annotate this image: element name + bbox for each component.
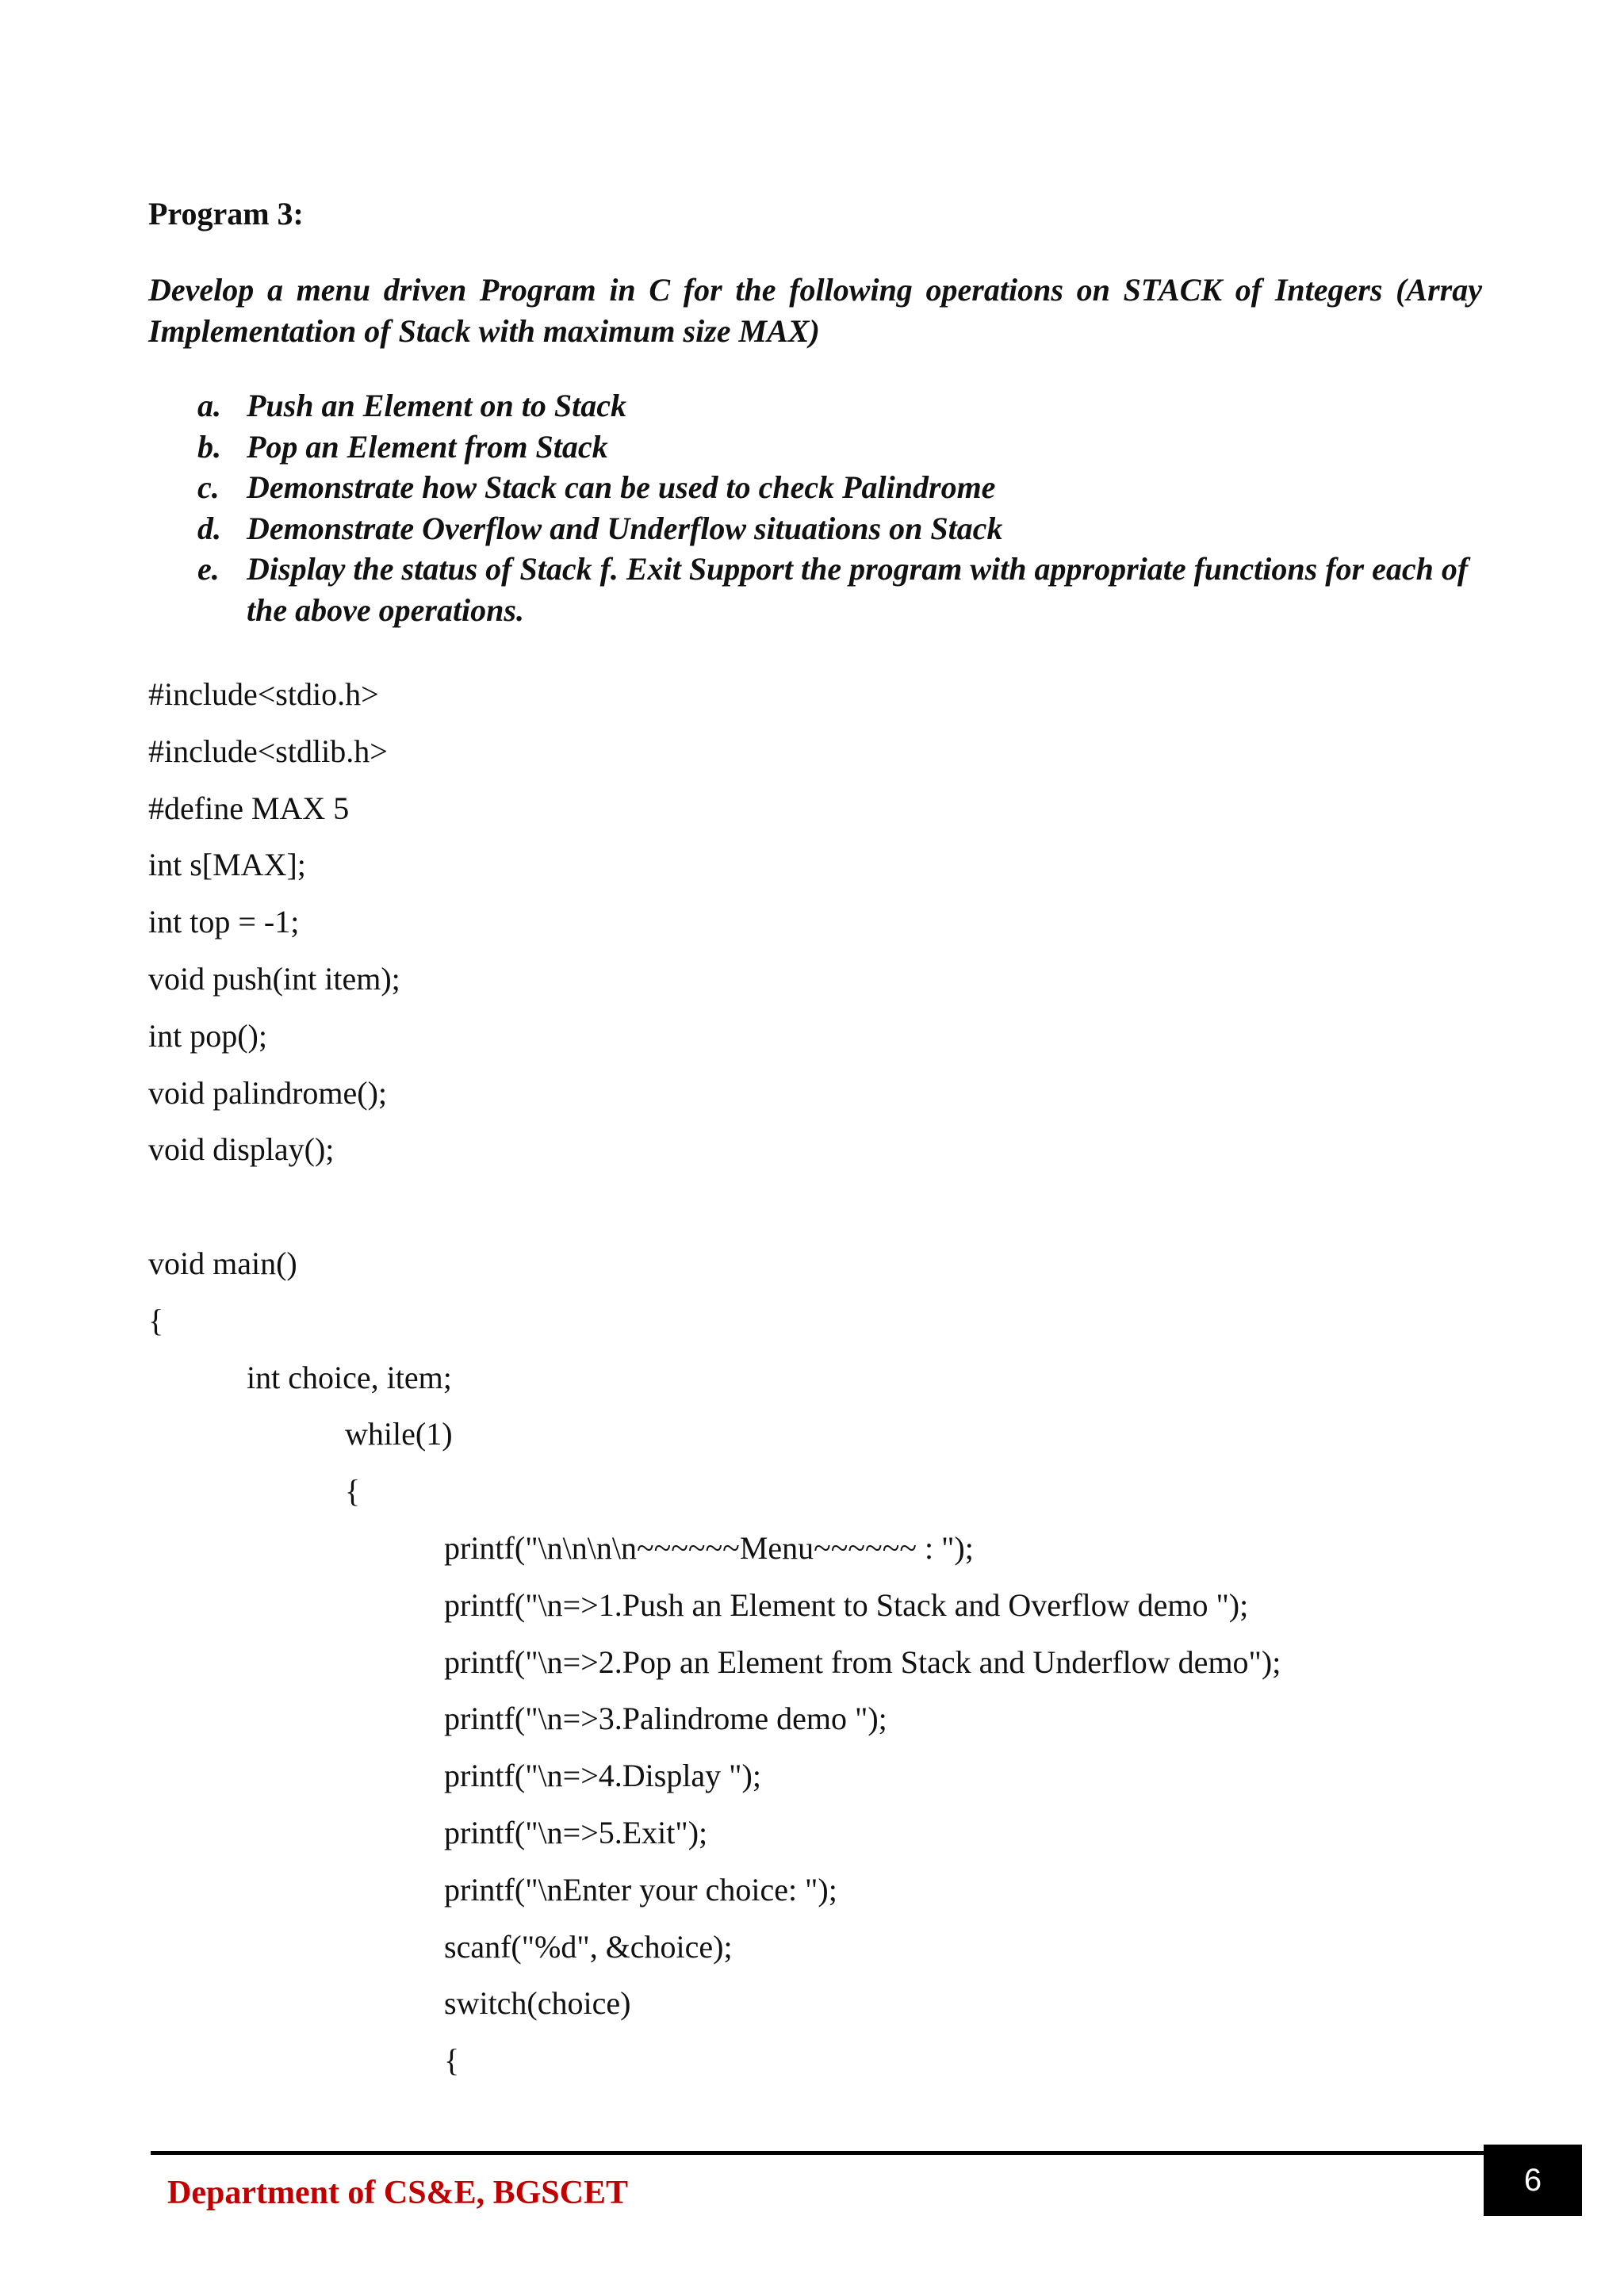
code-line: void palindrome();	[148, 1074, 388, 1111]
operation-item	[148, 549, 1482, 630]
operation-item	[148, 427, 1482, 468]
code-line: #include<stdlib.h>	[148, 733, 388, 769]
operation-text: Demonstrate how Stack can be used to check Palindrome	[247, 469, 996, 505]
code-line: int pop();	[148, 1017, 267, 1054]
code-line: int s[MAX];	[148, 847, 306, 883]
code-line: printf("\n\n\n\n~~~~~~Menu~~~~~~ : ");	[444, 1529, 974, 1566]
code-line: while(1)	[345, 1416, 453, 1452]
operation-marker: c.	[197, 469, 220, 505]
code-line: {	[148, 1302, 164, 1338]
code-line: int choice, item;	[247, 1359, 452, 1395]
code-line: printf("\nEnter your choice: ");	[444, 1871, 837, 1908]
code-line: {	[345, 1473, 361, 1510]
code-listing	[148, 666, 1281, 2089]
footer-divider	[151, 2151, 1484, 2155]
operation-text: Demonstrate Overflow and Underflow situations on Stack	[247, 510, 1003, 546]
code-line: void display();	[148, 1131, 335, 1168]
code-line: int top = -1;	[148, 904, 300, 940]
operation-text: Display the status of Stack f. Exit Support the program with appropriate functions for each of the above operations.	[247, 551, 1469, 628]
code-line: printf("\n=>3.Palindrome demo ");	[444, 1701, 887, 1737]
code-line: scanf("%d", &choice);	[444, 1928, 733, 1965]
code-line: printf("\n=>4.Display ");	[444, 1758, 761, 1794]
operation-item	[148, 467, 1482, 508]
program-description: Develop a menu driven Program in C for the following operations on STACK of Integers (Array Implementation of Stack with maximum size MAX)	[148, 272, 1482, 349]
operation-marker: a.	[197, 388, 221, 423]
page-number: 6	[1484, 2145, 1582, 2216]
operation-item	[148, 385, 1482, 427]
code-line: #define MAX 5	[148, 790, 350, 826]
code-line: #include<stdio.h>	[148, 676, 379, 712]
program-heading: Program 3:	[148, 196, 304, 232]
operation-marker: b.	[197, 428, 221, 465]
code-line: printf("\n=>2.Pop an Element from Stack and Underflow demo");	[444, 1644, 1281, 1680]
code-line: switch(choice)	[444, 1985, 631, 2022]
operation-text: Pop an Element from Stack	[247, 428, 608, 465]
code-line: printf("\n=>5.Exit");	[444, 1814, 708, 1850]
code-line: void push(int item);	[148, 960, 400, 997]
operations-list	[148, 385, 1482, 630]
operation-marker: d.	[197, 510, 221, 546]
footer-department: Department of CS&E, BGSCET	[167, 2175, 629, 2211]
operation-item	[148, 508, 1482, 549]
code-line: void main()	[148, 1245, 297, 1281]
operation-text: Push an Element on to Stack	[247, 388, 626, 423]
code-line: {	[444, 2042, 460, 2079]
operation-marker: e.	[197, 551, 220, 587]
code-line	[148, 1178, 1281, 1235]
code-line: printf("\n=>1.Push an Element to Stack and Overflow demo ");	[444, 1586, 1249, 1623]
